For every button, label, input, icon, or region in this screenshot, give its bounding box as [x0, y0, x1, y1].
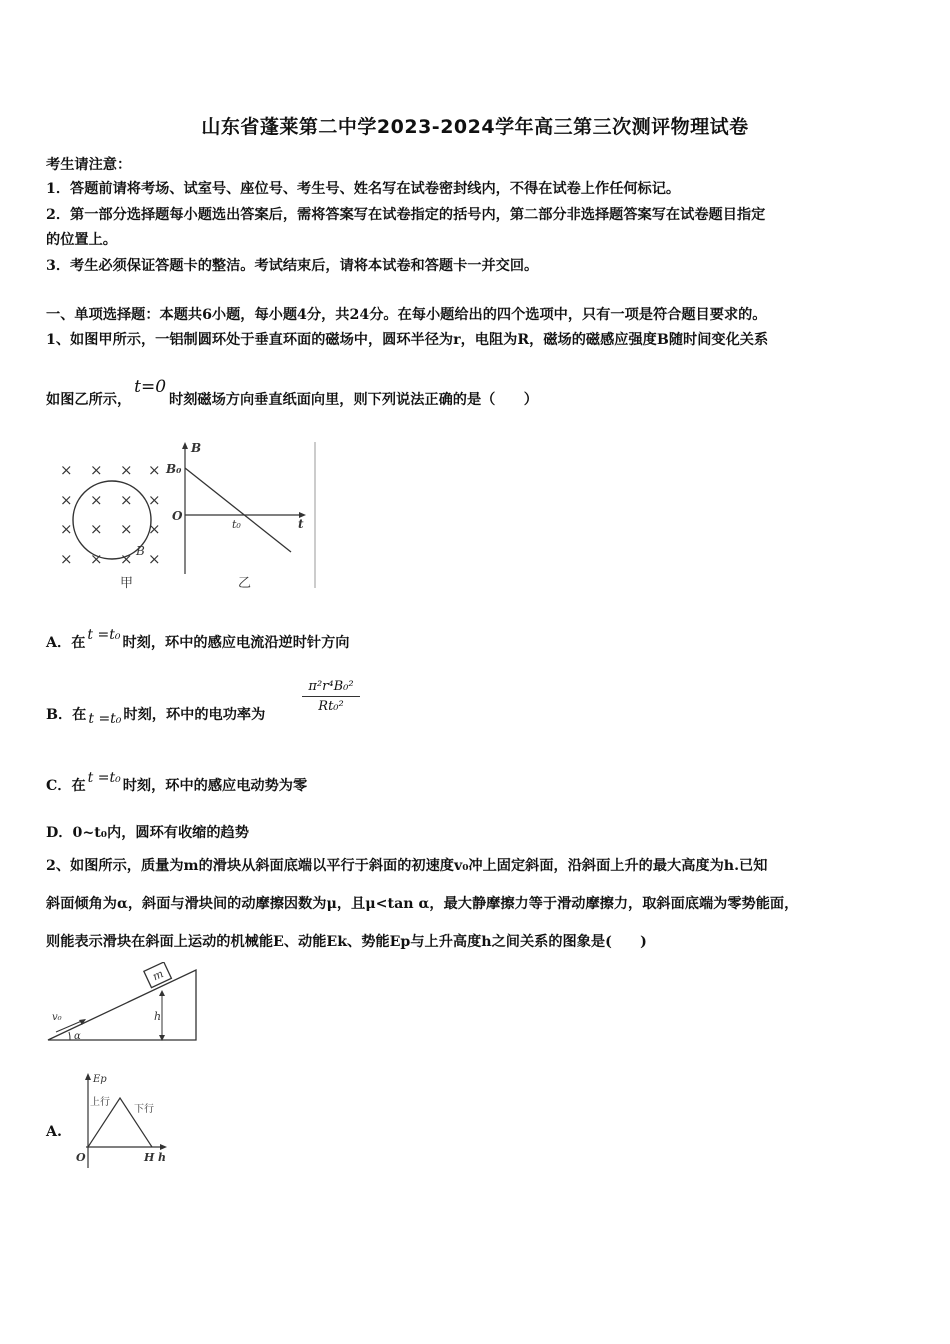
q1-option-c	[46, 770, 308, 795]
q2-stem-line2: 斜面倾角为α，斜面与滑块间的动摩擦因数为μ，且μ<tan α，最大静摩擦力等于滑动摩擦力，取斜面底端为零势能面，	[46, 896, 799, 912]
cross: ×	[60, 520, 73, 538]
q1-stem-line2	[46, 377, 538, 409]
q1-option-a	[46, 627, 350, 652]
q1-stem-text-b: 时刻磁场方向垂直纸面向里，则下列说法正确的是（ ）	[169, 392, 538, 408]
option-a-text: 时刻，环中的感应电流沿逆时针方向	[122, 635, 350, 651]
ep-axis-arrow	[85, 1073, 91, 1080]
q1-stem-text-a: 如图乙所示，	[46, 392, 132, 408]
option-c-math: t =t₀	[87, 770, 121, 786]
q1-stem-line1: 1、如图甲所示，一铝制圆环处于垂直环面的磁场中，圆环半径为r，电阻为R，磁场的磁感应强度B随时间变化关系	[46, 332, 769, 348]
cross: ×	[90, 520, 103, 538]
q2-option-a-graph	[72, 1068, 172, 1172]
cross: ×	[120, 520, 133, 538]
label-yi: 乙	[238, 576, 252, 590]
q1-figure	[48, 440, 328, 590]
cross: ×	[148, 461, 161, 479]
axis-label-ep: Ep	[93, 1074, 107, 1085]
incline	[48, 970, 196, 1040]
cross: ×	[120, 461, 133, 479]
cross: ×	[60, 491, 73, 509]
cross: ×	[90, 461, 103, 479]
axis-label-t: t	[298, 517, 304, 531]
mass-label: m	[150, 967, 166, 984]
cross: ×	[90, 550, 103, 568]
cross: ×	[148, 550, 161, 568]
axis-label-h: h	[158, 1151, 166, 1164]
notice-item-2: 2．第一部分选择题每小题选出答案后，需将答案写在试卷指定的括号内，第二部分非选择题答案写在试卷题目指定	[46, 207, 766, 223]
fraction-numerator: π²r⁴B₀²	[302, 679, 360, 697]
tick-label-h-max: H	[144, 1151, 155, 1164]
angle-arc	[69, 1032, 70, 1040]
q2-option-a-label: A.	[46, 1124, 62, 1140]
cross: ×	[60, 550, 73, 568]
cross: ×	[60, 461, 73, 479]
option-c-label: C．在	[46, 778, 86, 794]
origin-label: O	[172, 509, 183, 523]
notice-heading: 考生请注意：	[46, 157, 132, 173]
option-c-text: 时刻，环中的感应电动势为零	[122, 778, 308, 794]
incline-figure	[44, 962, 204, 1046]
angle-label: α	[74, 1031, 81, 1042]
b-axis-arrow	[182, 442, 188, 449]
notice-item-1: 1．答题前请将考场、试室号、座位号、考生号、姓名写在试卷密封线内，不得在试卷上作任何标记。	[46, 181, 681, 197]
axis-label-b: B	[191, 441, 202, 455]
page-title: 山东省蓬莱第二中学2023-2024学年高三第三次测评物理试卷	[201, 116, 749, 138]
q2-stem-line1: 2、如图所示，质量为m的滑块从斜面底端以平行于斜面的初速度v₀冲上固定斜面，沿斜面上升的最大高度为h.已知	[46, 858, 768, 874]
cross: ×	[148, 520, 161, 538]
q1-option-d: D．0~t₀内，圆环有收缩的趋势	[46, 825, 249, 841]
q1-t-zero: t=0	[134, 377, 167, 397]
q2-stem-line3: 则能表示滑块在斜面上运动的机械能E、动能Ek、势能Ep与上升高度h之间关系的图象是( )	[46, 934, 647, 950]
cross: ×	[120, 491, 133, 509]
tick-label-t0: t₀	[232, 518, 241, 531]
notice-item-3: 3．考生必须保证答题卡的整洁。考试结束后，请将本试卷和答题卡一并交回。	[46, 258, 539, 274]
section-heading: 一、单项选择题：本题共6小题，每小题4分，共24分。在每小题给出的四个选项中，只有一项是符合题目要求的。	[46, 307, 767, 323]
magnetic-field-crosses	[60, 461, 161, 568]
height-label: h	[154, 1010, 162, 1023]
label-up: 上行	[90, 1097, 110, 1108]
q1-option-b	[46, 704, 266, 727]
cross: ×	[148, 491, 161, 509]
b-t-line	[185, 468, 291, 552]
fraction-denominator: Rt₀²	[318, 699, 344, 714]
label-down: 下行	[134, 1104, 154, 1115]
ring-label-b: B	[136, 544, 145, 558]
h-axis-arrow	[160, 1144, 167, 1150]
option-a-math: t =t₀	[87, 627, 121, 643]
axis-label-b0: B₀	[166, 462, 182, 476]
option-b-label: B．在	[46, 707, 87, 723]
option-b-text: 时刻，环中的电功率为	[123, 707, 266, 723]
option-b-math: t =t₀	[88, 711, 122, 727]
option-a-label: A．在	[46, 635, 86, 651]
power-fraction	[302, 679, 360, 714]
notice-item-2-cont: 的位置上。	[46, 232, 117, 248]
cross: ×	[120, 550, 133, 568]
origin-label: O	[76, 1151, 86, 1164]
height-arrow-up	[159, 990, 165, 996]
label-jia: 甲	[120, 576, 134, 590]
cross: ×	[90, 491, 103, 509]
velocity-label: v₀	[52, 1012, 62, 1023]
